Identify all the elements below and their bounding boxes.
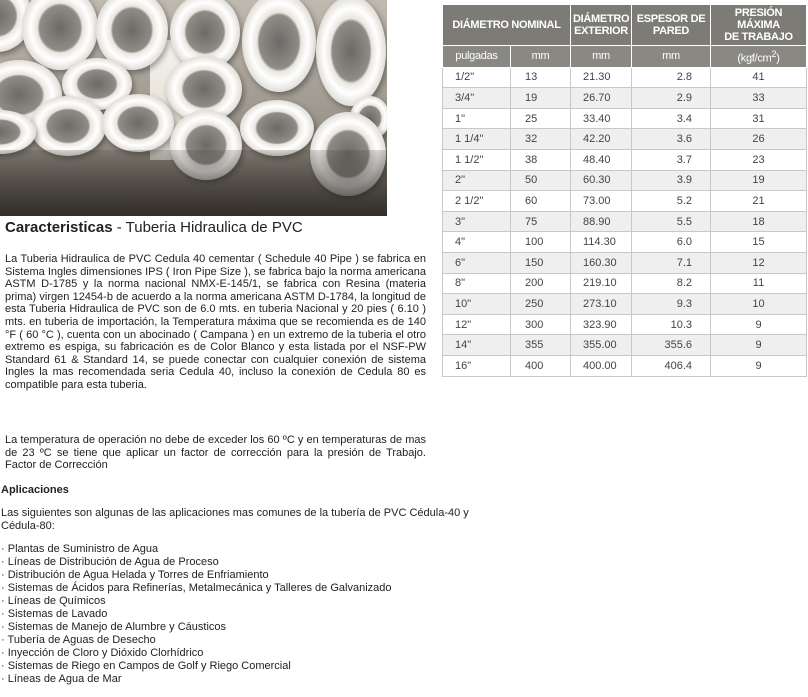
cell-diametro-exterior: 48.40 — [571, 150, 632, 171]
header-presion-line1: PRESIÓN MÁXIMA — [734, 7, 783, 31]
cell-pulgadas: 1 1/4" — [443, 129, 511, 150]
cell-diametro-exterior: 60.30 — [571, 170, 632, 191]
cell-diametro-exterior: 273.10 — [571, 294, 632, 315]
list-item: · Sistemas de Lavado — [1, 608, 392, 621]
cell-diametro-exterior: 219.10 — [571, 273, 632, 294]
table-row — [443, 170, 807, 191]
cell-pulgadas: 3/4" — [443, 88, 511, 109]
pipe-shape — [240, 100, 314, 156]
cell-presion: 9 — [711, 355, 807, 376]
cell-pulgadas: 2" — [443, 170, 511, 191]
cell-mm: 300 — [511, 314, 571, 335]
photo-floor-shadow — [0, 150, 387, 216]
cell-mm: 32 — [511, 129, 571, 150]
cell-espesor: 3.4 — [632, 108, 711, 129]
cell-presion: 26 — [711, 129, 807, 150]
list-item: · Líneas de Agua de Mar — [1, 673, 392, 686]
pipe-shape — [30, 96, 106, 156]
list-item: · Tubería de Aguas de Desecho — [1, 634, 392, 647]
cell-diametro-exterior: 160.30 — [571, 253, 632, 274]
cell-espesor: 5.5 — [632, 211, 711, 232]
cell-diametro-exterior: 21.30 — [571, 67, 632, 88]
cell-mm: 100 — [511, 232, 571, 253]
table-row — [443, 88, 807, 109]
cell-diametro-exterior: 400.00 — [571, 355, 632, 376]
list-item: · Sistemas de Ácidos para Refinerías, Metalmecánica y Talleres de Galvanizado — [1, 582, 392, 595]
cell-presion: 15 — [711, 232, 807, 253]
cell-espesor: 8.2 — [632, 273, 711, 294]
table-row — [443, 232, 807, 253]
cell-espesor: 3.6 — [632, 129, 711, 150]
cell-presion: 10 — [711, 294, 807, 315]
section-title-bold: Caracteristicas — [5, 219, 113, 236]
cell-presion: 12 — [711, 253, 807, 274]
cell-presion: 18 — [711, 211, 807, 232]
header-diametro-exterior: DIÁMETRO EXTERIOR — [571, 5, 632, 46]
cell-espesor: 3.9 — [632, 170, 711, 191]
cell-presion: 9 — [711, 335, 807, 356]
section-title — [5, 219, 303, 236]
cell-espesor: 3.7 — [632, 150, 711, 171]
cell-espesor: 5.2 — [632, 191, 711, 212]
cell-espesor: 406.4 — [632, 355, 711, 376]
cell-mm: 400 — [511, 355, 571, 376]
cell-presion: 11 — [711, 273, 807, 294]
cell-diametro-exterior: 355.00 — [571, 335, 632, 356]
cell-mm: 50 — [511, 170, 571, 191]
unit-mm-nominal: mm — [511, 46, 571, 68]
cell-mm: 355 — [511, 335, 571, 356]
list-item: · Líneas de Químicos — [1, 595, 392, 608]
cell-diametro-exterior: 73.00 — [571, 191, 632, 212]
cell-presion: 9 — [711, 314, 807, 335]
cell-diametro-exterior: 42.20 — [571, 129, 632, 150]
cell-mm: 200 — [511, 273, 571, 294]
pipe-shape — [102, 94, 174, 152]
cell-pulgadas: 10" — [443, 294, 511, 315]
temperature-paragraph: La temperatura de operación no debe de exceder los 60 ºC y en temperaturas de mas de 23 ºC se tiene que aplicar un factor de corrección para la presión de Trabajo. Factor de Corrección — [5, 434, 426, 472]
table-row — [443, 129, 807, 150]
cell-espesor: 10.3 — [632, 314, 711, 335]
header-espesor-pared: ESPESOR DE PARED — [632, 5, 711, 46]
cell-mm: 75 — [511, 211, 571, 232]
cell-espesor: 355.6 — [632, 335, 711, 356]
unit-presion-end: ) — [776, 52, 780, 65]
list-item: · Sistemas de Riego en Campos de Golf y Riego Comercial — [1, 660, 392, 673]
unit-presion-text: (kgf/cm — [737, 52, 772, 65]
table-row — [443, 191, 807, 212]
cell-mm: 60 — [511, 191, 571, 212]
applications-list — [1, 543, 392, 686]
header-diametro-nominal: DIÁMETRO NOMINAL — [443, 5, 571, 46]
applications-heading: Aplicaciones — [1, 484, 69, 496]
header-presion-maxima — [711, 5, 807, 46]
cell-presion: 33 — [711, 88, 807, 109]
cell-pulgadas: 6" — [443, 253, 511, 274]
cell-mm: 25 — [511, 108, 571, 129]
section-title-rest: - Tuberia Hidraulica de PVC — [112, 219, 303, 236]
list-item: · Plantas de Suministro de Agua — [1, 543, 392, 556]
cell-mm: 150 — [511, 253, 571, 274]
cell-diametro-exterior: 33.40 — [571, 108, 632, 129]
cell-espesor: 6.0 — [632, 232, 711, 253]
pipe-shape — [242, 0, 316, 92]
cell-diametro-exterior: 323.90 — [571, 314, 632, 335]
list-item: · Distribución de Agua Helada y Torres de Enfriamiento — [1, 569, 392, 582]
table-body — [443, 67, 807, 376]
unit-mm-exterior: mm — [571, 46, 632, 68]
cell-espesor: 9.3 — [632, 294, 711, 315]
cell-pulgadas: 1 1/2" — [443, 150, 511, 171]
table-row — [443, 355, 807, 376]
pipe-spec-table — [442, 4, 806, 377]
table-row — [443, 294, 807, 315]
cell-pulgadas: 1/2" — [443, 67, 511, 88]
cell-pulgadas: 14" — [443, 335, 511, 356]
cell-mm: 38 — [511, 150, 571, 171]
list-item: · Líneas de Distribución de Agua de Proceso — [1, 556, 392, 569]
table-row — [443, 273, 807, 294]
cell-pulgadas: 1" — [443, 108, 511, 129]
cell-pulgadas: 3" — [443, 211, 511, 232]
unit-presion — [711, 46, 807, 68]
cell-mm: 250 — [511, 294, 571, 315]
cell-presion: 41 — [711, 67, 807, 88]
cell-pulgadas: 4" — [443, 232, 511, 253]
cell-espesor: 7.1 — [632, 253, 711, 274]
table-row — [443, 314, 807, 335]
applications-intro: Las siguientes son algunas de las aplicaciones mas comunes de la tubería de PVC Cédula-40 y Cédula-80: — [1, 507, 469, 532]
description-paragraph: La Tuberia Hidraulica de PVC Cedula 40 cementar ( Schedule 40 Pipe ) se fabrica en Sistema Ingles dimensiones IPS ( Iron Pipe Size ), se fabrica bajo la norma americana ASTM D-1785 y la norma nacional NMX-E-145/1, se fabrica con Resina (materia prima) virgen 12454-b de acuerdo a la norma americana ASTM D-1784, la longitud de esta Tuberia Hidraulica de PVC son de 6.0 mts. en tuberia Nacional y 20 pies ( 6.10 ) mts. en tuberia de importación, la Temperatura máxima que se recomienda es de 140 °F ( 60 °C ), cuenta con un abocinado ( Campana ) en un extremo de la tuberia el otro extremo es espiga, su fabricación es de Color Blanco y esta listada por el NSF-PW Standard 61 & Standard 14, se puede conectar con cualquier conexión de sistema Ingles la mas recomendada seria Cedula 40, incluso la conexión de Cedula 80 es compatible para esta tuberia. — [5, 253, 426, 391]
cell-pulgadas: 8" — [443, 273, 511, 294]
table-row — [443, 67, 807, 88]
unit-presion-sup: 2 — [771, 49, 777, 59]
cell-espesor: 2.9 — [632, 88, 711, 109]
cell-mm: 19 — [511, 88, 571, 109]
cell-presion: 21 — [711, 191, 807, 212]
cell-pulgadas: 16" — [443, 355, 511, 376]
cell-presion: 19 — [711, 170, 807, 191]
header-presion-line2: DE TRABAJO — [724, 31, 793, 43]
cell-pulgadas: 12" — [443, 314, 511, 335]
cell-diametro-exterior: 88.90 — [571, 211, 632, 232]
cell-presion: 31 — [711, 108, 807, 129]
cell-mm: 13 — [511, 67, 571, 88]
cell-espesor: 2.8 — [632, 67, 711, 88]
cell-presion: 23 — [711, 150, 807, 171]
cell-diametro-exterior: 26.70 — [571, 88, 632, 109]
table-row — [443, 108, 807, 129]
pipe-shape — [316, 0, 386, 106]
table-row — [443, 253, 807, 274]
list-item: · Inyección de Cloro y Dióxido Clorhídrico — [1, 647, 392, 660]
table-row — [443, 150, 807, 171]
unit-mm-espesor: mm — [632, 46, 711, 68]
table-row — [443, 335, 807, 356]
table-row — [443, 211, 807, 232]
cell-diametro-exterior: 114.30 — [571, 232, 632, 253]
cell-pulgadas: 2 1/2" — [443, 191, 511, 212]
list-item: · Sistemas de Manejo de Alumbre y Cáusticos — [1, 621, 392, 634]
pvc-pipes-photo — [0, 0, 387, 216]
unit-pulgadas: pulgadas — [443, 46, 511, 68]
